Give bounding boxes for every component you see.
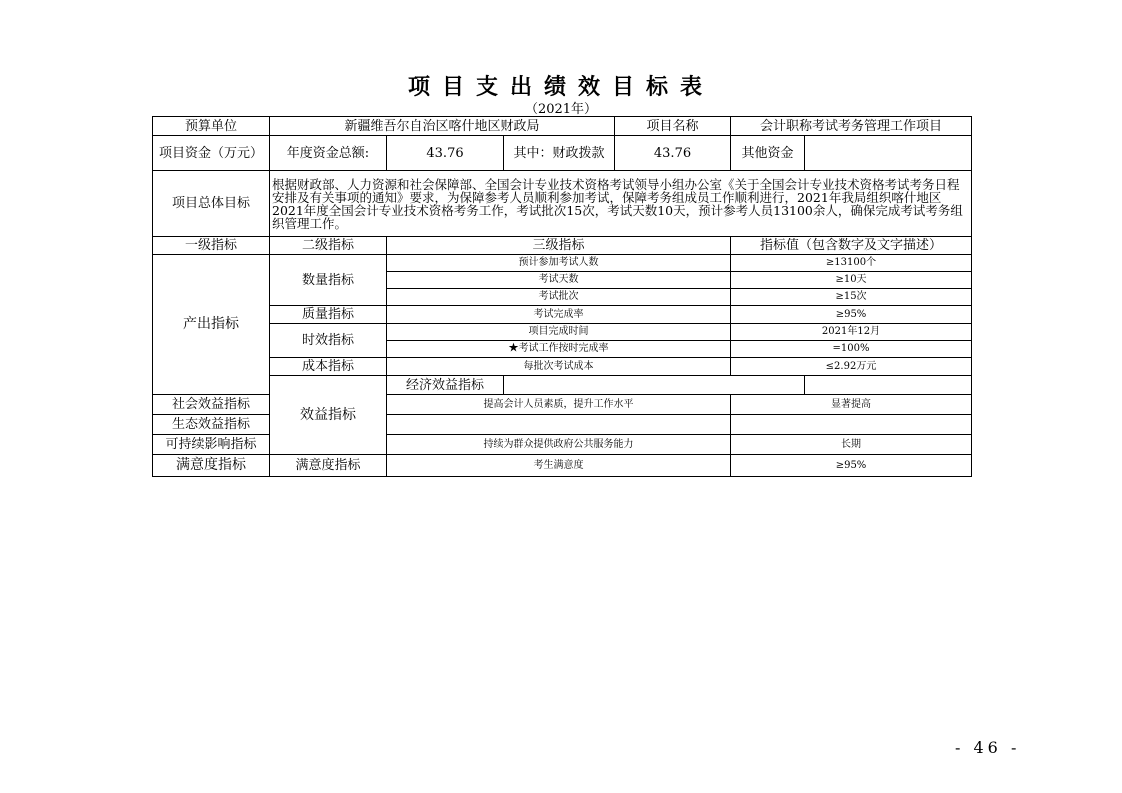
header-level2: 二级指标 [270,237,387,255]
timeliness-indicator-label: 时效指标 [270,324,387,358]
fiscal-funds-label: 其中：财政拨款 [504,136,615,171]
benefit-indicator-label: 效益指标 [270,376,387,455]
indicator-value: ≥13100个 [731,255,972,272]
indicator-name: 每批次考试成本 [387,358,731,376]
satisfaction-sub-label: 满意度指标 [270,455,387,477]
table-row [153,237,972,255]
document-title: 项目支出绩效目标表 [407,75,714,100]
table-row [153,136,972,171]
sustainable-indicator-label: 可持续影响指标 [153,435,270,455]
economic-indicator-label: 经济效益指标 [387,376,504,395]
annual-funds-label: 年度资金总额: [270,136,387,171]
indicator-value: ≥15次 [731,289,972,306]
indicator-name [387,415,731,435]
indicator-name: 考生满意度 [387,455,731,477]
indicator-name: 提高会计人员素质，提升工作水平 [387,395,731,415]
header-level1: 一级指标 [153,237,270,255]
indicator-name: 考试批次 [387,289,731,306]
table-row [153,306,972,324]
indicator-name: 考试完成率 [387,306,731,324]
annual-funds-value: 43.76 [387,136,504,171]
budget-unit-label: 预算单位 [153,117,270,136]
performance-target-table [152,116,972,477]
other-funds-label: 其他资金 [731,136,805,171]
indicator-value [731,415,972,435]
header-level3: 三级指标 [387,237,731,255]
project-name-value: 会计职称考试考务管理工作项目 [731,117,972,136]
indicator-value: ≤2.92万元 [731,358,972,376]
project-name-label: 项目名称 [615,117,731,136]
indicator-name: 持续为群众提供政府公共服务能力 [387,435,731,455]
header-value: 指标值（包含数字及文字描述） [731,237,972,255]
ecological-indicator-label: 生态效益指标 [153,415,270,435]
indicator-name: 项目完成时间 [387,324,731,341]
table-row [153,358,972,376]
table-row [153,255,972,272]
indicator-name: 考试天数 [387,272,731,289]
indicator-value: 长期 [731,435,972,455]
table-row [153,376,972,395]
indicator-value: =100% [731,341,972,358]
project-funds-label: 项目资金（万元） [153,136,270,171]
table-row [153,171,972,237]
indicator-value: ≥95% [731,455,972,477]
quality-indicator-label: 质量指标 [270,306,387,324]
indicator-value: ≥95% [731,306,972,324]
indicator-value [805,376,972,395]
overall-goal-text: 根据财政部、人力资源和社会保障部、全国会计专业技术资格考试领导小组办公室《关于全国会计专业技术资格考试考务日程安排及有关事项的通知》要求，为保障参考人员顺利参加考试，保障考务组成员工作顺利进行，2021年我局组织喀什地区2021年度全国会计专业技术资格考务工作，考试批次15次，考试天数10天，预计参考人员13100余人，确保完成考试考务组织管理工作。 [270,171,972,237]
social-indicator-label: 社会效益指标 [153,395,270,415]
indicator-value: ≥10天 [731,272,972,289]
indicator-value: 2021年12月 [731,324,972,341]
other-funds-value [805,136,972,171]
overall-goal-label: 项目总体目标 [153,171,270,237]
budget-unit-value: 新疆维吾尔自治区喀什地区财政局 [270,117,615,136]
table-row [153,324,972,341]
fiscal-funds-value: 43.76 [615,136,731,171]
quantity-indicator-label: 数量指标 [270,255,387,306]
indicator-value: 显著提高 [731,395,972,415]
satisfaction-indicator-label: 满意度指标 [153,455,270,477]
output-indicator-label: 产出指标 [153,255,270,395]
indicator-name: 预计参加考试人数 [387,255,731,272]
cost-indicator-label: 成本指标 [270,358,387,376]
table-row [153,117,972,136]
document-year: （2021年） [524,102,598,117]
page-number: - 46 - [955,738,1021,757]
table-row [153,455,972,477]
indicator-name [504,376,805,395]
indicator-name: ★考试工作按时完成率 [387,341,731,358]
